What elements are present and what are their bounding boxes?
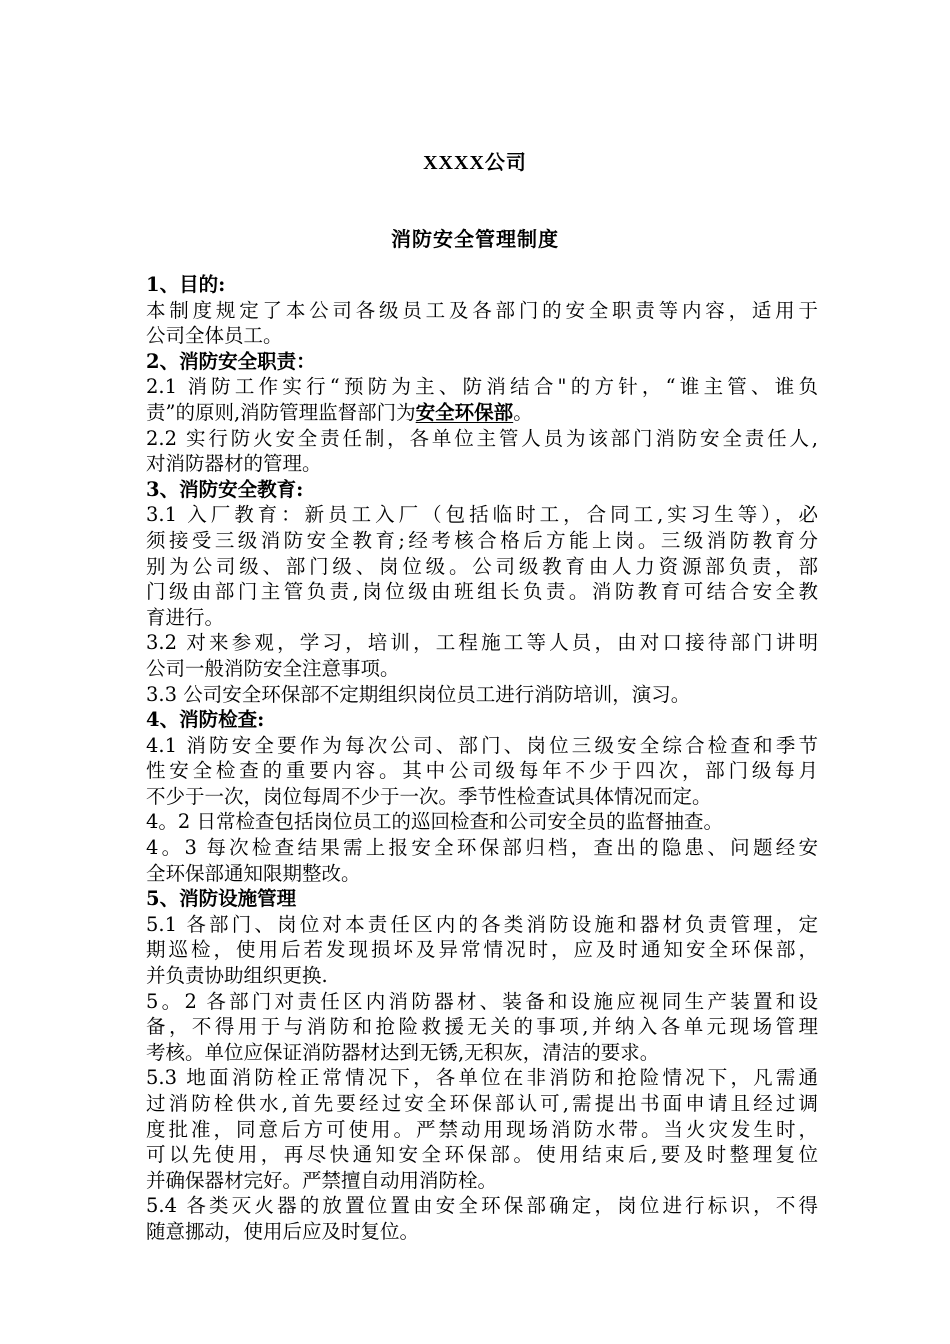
paragraph-line: 育进行。 bbox=[146, 605, 225, 629]
paragraph-line: 4.1 消防安全要作为每次公司、部门、岗位三级安全综合检查和季节 bbox=[146, 733, 818, 757]
paragraph-line: 2.1 消防工作实行“预防为主、防消结合"的方针，“谁主管、谁负 bbox=[146, 375, 818, 399]
paragraph-line: 4。3 每次检查结果需上报安全环保部归档，查出的隐患、问题经安 bbox=[146, 836, 818, 860]
paragraph-line: 门级由部门主管负责,岗位级由班组长负责。消防教育可结合安全教 bbox=[146, 580, 818, 604]
paragraph-text: 。 bbox=[513, 400, 533, 424]
paragraph-line: 本制度规定了本公司各级员工及各部门的安全职责等内容，适用于 bbox=[146, 298, 818, 322]
paragraph-line: 3.1 入厂教育：新员工入厂（包括临时工，合同工,实习生等），必 bbox=[146, 503, 818, 527]
paragraph-line: 可以先使用，再尽快通知安全环保部。使用结束后,要及时整理复位 bbox=[146, 1143, 818, 1167]
paragraph-line: 5.4 各类灭火器的放置位置由安全环保部确定，岗位进行标识，不得 bbox=[146, 1194, 818, 1218]
paragraph-line: 别为公司级、部门级、岗位级。公司级教育由人力资源部负责，部 bbox=[146, 554, 818, 578]
paragraph-line: 3.3 公司安全环保部不定期组织岗位员工进行消防培训，演习。 bbox=[146, 682, 691, 706]
paragraph-line: 对消防器材的管理。 bbox=[146, 452, 322, 476]
paragraph-line: 并确保器材完好。严禁擅自动用消防栓。 bbox=[146, 1168, 498, 1192]
section-heading-purpose: 1、目的: bbox=[146, 273, 226, 296]
paragraph-line: 度批准，同意后方可使用。严禁动用现场消防水带。当火灾发生时， bbox=[146, 1117, 818, 1141]
paragraph-line: 全环保部通知限期整改。 bbox=[146, 861, 361, 885]
paragraph-line: 5.3 地面消防栓正常情况下，各单位在非消防和抢险情况下，凡需通 bbox=[146, 1066, 818, 1090]
paragraph-line: 期巡检，使用后若发现损坏及异常情况时，应及时通知安全环保部， bbox=[146, 938, 818, 962]
paragraph-line: 5。2 各部门对责任区内消防器材、装备和设施应视同生产装置和设 bbox=[146, 989, 818, 1013]
paragraph-line: 须接受三级消防安全教育;经考核合格后方能上岗。三级消防教育分 bbox=[146, 528, 818, 552]
section-heading-education: 3、消防安全教育: bbox=[146, 477, 304, 501]
paragraph-line: 3.2 对来参观，学习，培训，工程施工等人员，由对口接待部门讲明 bbox=[146, 631, 818, 655]
paragraph-line: 考核。单位应保证消防器材达到无锈,无积灰，清洁的要求。 bbox=[146, 1040, 660, 1064]
paragraph-line: 备，不得用于与消防和抢险救援无关的事项,并纳入各单元现场管理 bbox=[146, 1015, 818, 1039]
main-title: 消防安全管理制度 bbox=[391, 227, 559, 251]
paragraph-line-with-link bbox=[146, 400, 818, 426]
section-heading-inspection: 4、消防检查: bbox=[146, 708, 265, 732]
section-heading-facilities: 5、消防设施管理 bbox=[146, 887, 297, 911]
department-link[interactable]: 安全环保部 bbox=[415, 400, 514, 424]
paragraph-line: 5.1 各部门、岗位对本责任区内的各类消防设施和器材负责管理，定 bbox=[146, 912, 818, 936]
paragraph-line: 公司一般消防安全注意事项。 bbox=[146, 656, 400, 680]
section-heading-responsibility: 2、消防安全职责： bbox=[146, 349, 316, 373]
paragraph-line: 不少于一次，岗位每周不少于一次。季节性检查试具体情况而定。 bbox=[146, 784, 712, 808]
paragraph-line: 过消防栓供水,首先要经过安全环保部认可,需提出书面申请且经过调 bbox=[146, 1092, 818, 1115]
paragraph-line: 4。2 日常检查包括岗位员工的巡回检查和公司安全员的监督抽查。 bbox=[146, 810, 724, 834]
document-body bbox=[146, 272, 818, 1245]
paragraph-line: 性安全检查的重要内容。其中公司级每年不少于四次，部门级每月 bbox=[146, 759, 818, 783]
paragraph-text: 责”的原则,消防管理监督部门为 bbox=[146, 400, 416, 424]
paragraph-line: 公司全体员工。 bbox=[146, 324, 283, 348]
paragraph-line: 2.2 实行防火安全责任制，各单位主管人员为该部门消防安全责任人, bbox=[146, 426, 818, 450]
company-title: XXXX公司 bbox=[423, 152, 527, 174]
paragraph-line: 并负责协助组织更换. bbox=[146, 964, 328, 988]
paragraph-line: 随意挪动，使用后应及时复位。 bbox=[146, 1219, 420, 1243]
